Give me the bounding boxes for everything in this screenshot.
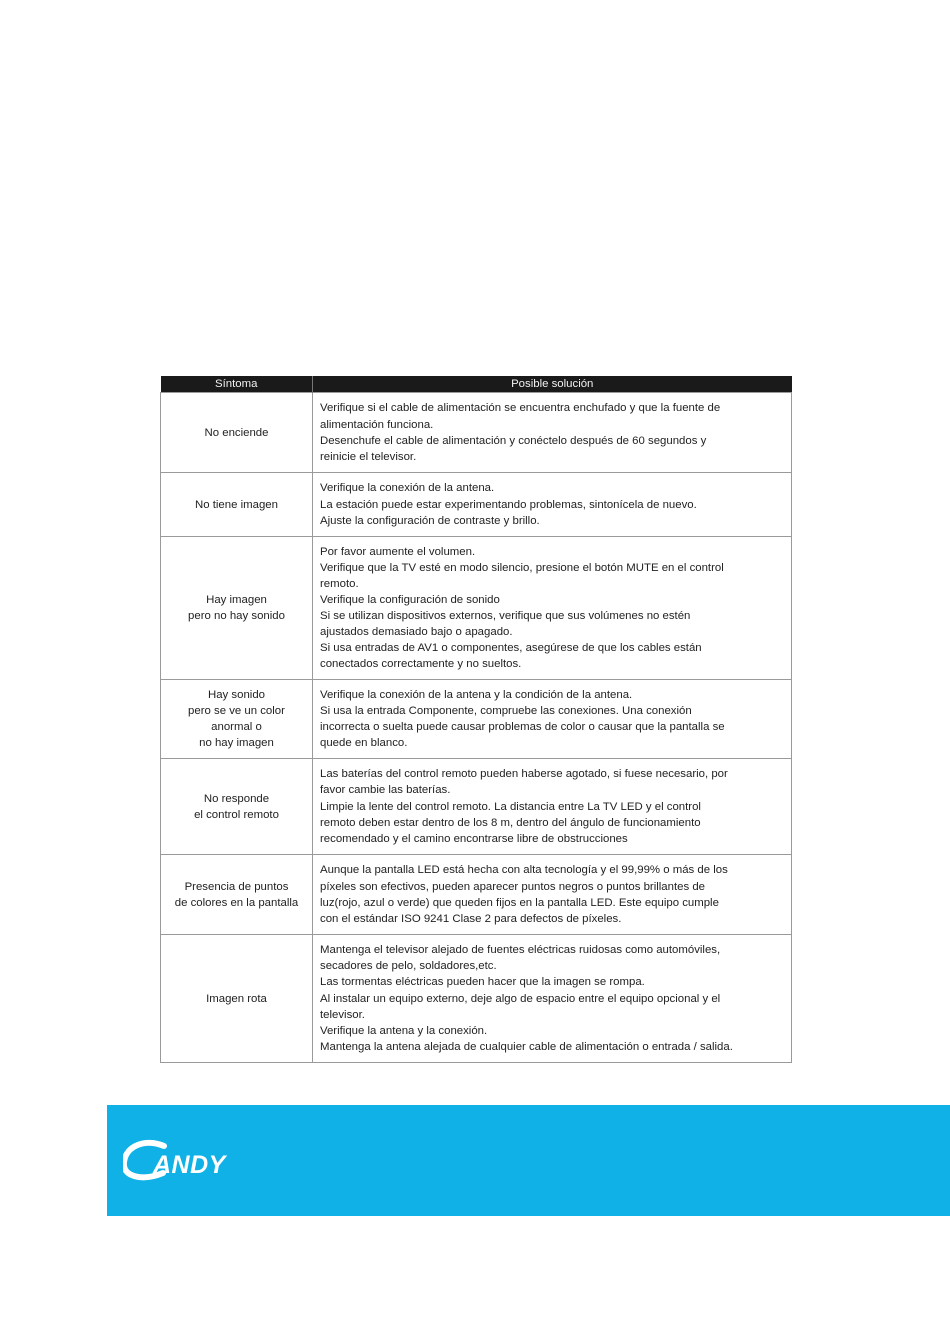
solution-line: Verifique la conexión de la antena. (320, 482, 495, 495)
solution-line: remoto. (320, 577, 359, 590)
solution-line: Limpie la lente del control remoto. La distancia entre La TV LED y el control (320, 800, 701, 813)
symptom-line: no hay imagen (199, 737, 274, 750)
solution-line: Las baterías del control remoto pueden haberse agotado, si fuese necesario, por (320, 768, 728, 781)
solution-line: Si usa la entrada Componente, compruebe las conexiones. Una conexión (320, 705, 692, 717)
troubleshooting-table (160, 376, 792, 1063)
solution-line: con el estándar ISO 9241 Clase 2 para defectos de píxeles. (320, 912, 622, 925)
solution-line: Desenchufe el cable de alimentación y conéctelo después de 60 segundos y (320, 434, 707, 447)
solution-cell (313, 537, 792, 680)
solution-line: televisor. (320, 1008, 365, 1021)
symptom-cell (161, 393, 313, 473)
symptom-line: de colores en la pantalla (174, 896, 299, 909)
solution-line: remoto deben estar dentro de los 8 m, dentro del ángulo de funcionamiento (320, 816, 701, 829)
symptom-cell (161, 680, 313, 759)
solution-line: Verifique si el cable de alimentación se encuentra enchufado y que la fuente de (320, 402, 721, 415)
solution-line: La estación puede estar experimentando problemas, sintonícela de nuevo. (320, 498, 697, 511)
solution-line: Si se utilizan dispositivos externos, verifique que sus volúmenes no estén (320, 610, 691, 623)
solution-line: ajustados demasiado bajo o apagado. (320, 626, 513, 639)
symptom-line: No tiene imagen (195, 498, 278, 511)
symptom-line: Hay imagen (206, 594, 267, 606)
table-row (161, 680, 792, 759)
candy-logo (123, 1138, 285, 1182)
solution-line: Mantenga el televisor alejado de fuentes eléctricas ruidosas como automóviles, (320, 944, 721, 957)
table-row (161, 855, 792, 935)
symptom-line: pero no hay sonido (188, 610, 285, 623)
solution-line: Verifique la configuración de sonido (320, 594, 500, 606)
solution-line: Verifique la conexión de la antena y la condición de la antena. (320, 688, 633, 701)
solution-line: recomendado y el camino encontrarse libre de obstrucciones (320, 832, 628, 845)
symptom-line: anormal o (211, 721, 262, 734)
table-row (161, 759, 792, 855)
solution-cell (313, 759, 792, 855)
symptom-column-header: Síntoma (161, 376, 313, 393)
symptom-line: el control remoto (194, 808, 279, 821)
solution-line: Aunque la pantalla LED está hecha con alta tecnología y el 99,99% o más de los (320, 864, 728, 877)
symptom-line: No enciende (204, 426, 269, 439)
solution-cell (313, 855, 792, 935)
symptom-line: No responde (203, 792, 270, 805)
svg-text:ANDY: ANDY (153, 1151, 226, 1179)
table-row (161, 935, 792, 1063)
table-row (161, 393, 792, 473)
solution-line: Verifique la antena y la conexión. (320, 1024, 488, 1037)
solution-line: Ajuste la configuración de contraste y brillo. (320, 514, 540, 527)
solution-line: Si usa entradas de AV1 o componentes, asegúrese de que los cables están (320, 642, 702, 655)
solution-line: luz(rojo, azul o verde) que queden fijos en la pantalla LED. Este equipo cumple (320, 896, 719, 909)
solution-line: quede en blanco. (320, 737, 408, 750)
symptom-line: Hay sonido (208, 688, 265, 701)
solution-cell (313, 935, 792, 1063)
symptom-cell (161, 935, 313, 1063)
brand-footer-band (107, 1105, 950, 1216)
symptom-line: Presencia de puntos (184, 880, 289, 893)
solution-line: píxeles son efectivos, pueden aparecer puntos negros o puntos brillantes de (320, 880, 706, 893)
symptom-line: pero se ve un color (188, 705, 285, 717)
solution-line: alimentación funciona. (320, 418, 434, 431)
symptom-cell (161, 759, 313, 855)
solution-line: Al instalar un equipo externo, deje algo de espacio entre el equipo opcional y el (320, 992, 721, 1005)
solution-line: Las tormentas eléctricas pueden hacer que la imagen se rompa. (320, 976, 645, 989)
table-header (161, 376, 792, 393)
solution-line: conectados correctamente y no sueltos. (320, 658, 522, 671)
solution-line: incorrecta o suelta puede causar problemas de color o causar que la pantalla se (320, 721, 725, 734)
symptom-cell (161, 537, 313, 680)
solution-line: Verifique que la TV esté en modo silencio, presione el botón MUTE en el control (320, 561, 724, 574)
solution-cell (313, 393, 792, 473)
solution-line: Por favor aumente el volumen. (320, 545, 476, 558)
solution-line: secadores de pelo, soldadores,etc. (320, 960, 497, 973)
table-row (161, 537, 792, 680)
solution-column-header: Posible solución (313, 376, 792, 393)
solution-cell (313, 473, 792, 537)
symptom-cell (161, 473, 313, 537)
symptom-cell (161, 855, 313, 935)
solution-cell (313, 680, 792, 759)
symptom-line: Imagen rota (206, 992, 267, 1005)
solution-line: Mantenga la antena alejada de cualquier cable de alimentación o entrada / salida. (320, 1040, 733, 1053)
table-row (161, 473, 792, 537)
solution-line: favor cambie las baterías. (320, 784, 451, 797)
solution-line: reinicie el televisor. (320, 450, 417, 463)
